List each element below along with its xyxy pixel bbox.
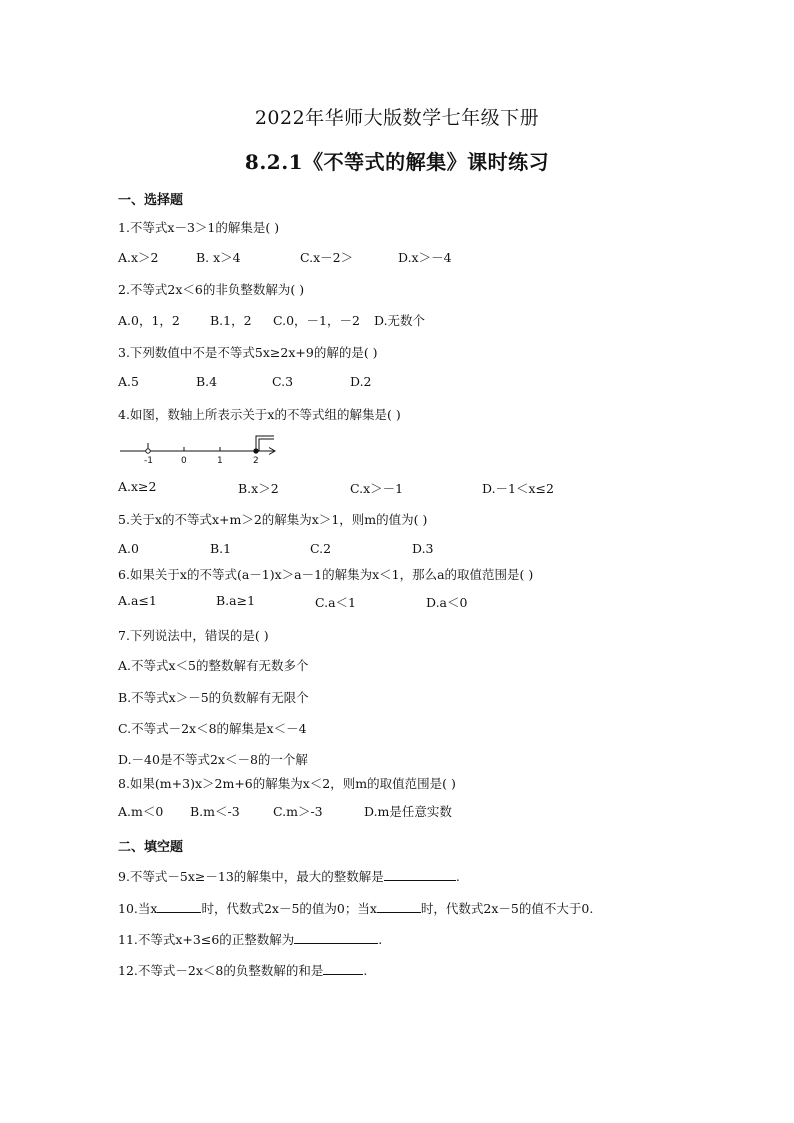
question-11-text: 11.不等式x+3≤6的正整数解为 xyxy=(118,932,295,947)
question-10 xyxy=(118,899,593,917)
option-d: D.a＜0 xyxy=(426,595,468,610)
option-c: C.2 xyxy=(310,541,332,556)
question-3-stem: 3.下列数值中不是不等式5x≥2x+9的解的是( ) xyxy=(118,345,378,360)
question-5-stem: 5.关于x的不等式x+m＞2的解集为x＞1，则m的值为( ) xyxy=(118,512,428,527)
tick-label: 1 xyxy=(217,456,223,466)
question-7-option-b: B.不等式x＞－5的负数解有无限个 xyxy=(118,690,309,705)
question-7-option-d: D.－40是不等式2x＜－8的一个解 xyxy=(118,752,308,767)
option-a: A.0，1，2 xyxy=(118,313,180,328)
section-heading-choice: 一、选择题 xyxy=(118,193,184,208)
option-b: B.a≥1 xyxy=(216,593,256,608)
answer-blank[interactable] xyxy=(384,868,456,881)
answer-blank[interactable] xyxy=(157,900,201,913)
option-b: B.1，2 xyxy=(210,313,252,328)
option-c: C.x＞－1 xyxy=(350,481,404,496)
question-2-stem: 2.不等式2x＜6的非负整数解为( ) xyxy=(118,282,305,297)
question-9 xyxy=(118,867,460,885)
answer-blank[interactable] xyxy=(323,962,363,975)
option-d: D.x＞－4 xyxy=(398,250,452,265)
option-d: D.2 xyxy=(350,374,372,389)
question-11-end: . xyxy=(378,932,383,947)
option-b: B.4 xyxy=(196,374,218,389)
option-b: B.1 xyxy=(210,541,232,556)
question-9-text: 9.不等式－5x≥－13的解集中，最大的整数解是 xyxy=(118,869,384,884)
option-d: D.m是任意实数 xyxy=(364,804,452,819)
option-b: B. x＞4 xyxy=(196,250,241,265)
option-a: A.x≥2 xyxy=(118,479,157,494)
option-c: C.m＞-3 xyxy=(273,804,323,819)
option-c: C.x－2＞ xyxy=(300,250,354,265)
answer-blank[interactable] xyxy=(294,931,378,944)
question-11 xyxy=(118,930,382,948)
question-10-text-3: 时，代数式2x－5的值不大于0. xyxy=(420,901,594,916)
option-a: A.x＞2 xyxy=(118,250,159,265)
option-a: A.m＜0 xyxy=(118,804,164,819)
option-b: B.m＜-3 xyxy=(190,804,240,819)
question-12-text: 12.不等式－2x＜8的负整数解的和是 xyxy=(118,963,324,978)
option-c: C.0，－1，－2 xyxy=(273,313,360,328)
tick-label: -1 xyxy=(144,456,153,466)
option-d: D.无数个 xyxy=(374,313,426,328)
document-subtitle: 8.2.1《不等式的解集》课时练习 xyxy=(244,150,550,174)
answer-blank[interactable] xyxy=(377,900,421,913)
option-a: A.a≤1 xyxy=(118,593,157,608)
number-line-figure xyxy=(118,430,283,466)
question-7-option-a: A.不等式x＜5的整数解有无数多个 xyxy=(118,658,309,673)
document-title: 2022年华师大版数学七年级下册 xyxy=(254,107,540,129)
question-4-stem: 4.如图，数轴上所表示关于x的不等式组的解集是( ) xyxy=(118,407,401,422)
question-12-end: . xyxy=(363,963,368,978)
option-d: D.－1＜x≤2 xyxy=(482,481,554,496)
section-heading-fill: 二、填空题 xyxy=(118,840,184,855)
question-7-stem: 7.下列说法中，错误的是( ) xyxy=(118,628,269,643)
tick-label: 2 xyxy=(253,456,259,466)
option-c: C.3 xyxy=(272,374,294,389)
option-d: D.3 xyxy=(412,541,434,556)
option-a: A.0 xyxy=(118,541,139,556)
option-a: A.5 xyxy=(118,374,139,389)
question-10-text-1: 10.当x xyxy=(118,901,158,916)
question-9-end: . xyxy=(455,869,460,884)
question-6-stem: 6.如果关于x的不等式(a－1)x＞a－1的解集为x＜1，那么a的取值范围是( ) xyxy=(118,567,534,582)
question-12 xyxy=(118,961,367,979)
tick-label: 0 xyxy=(181,456,187,466)
question-1-stem: 1.不等式x－3＞1的解集是( ) xyxy=(118,220,280,235)
question-10-text-2: 时，代数式2x－5的值为0；当x xyxy=(201,901,377,916)
question-7-option-c: C.不等式－2x＜8的解集是x＜－4 xyxy=(118,721,307,736)
option-c: C.a＜1 xyxy=(315,595,356,610)
option-b: B.x＞2 xyxy=(238,481,279,496)
question-8-stem: 8.如果(m+3)x＞2m+6的解集为x＜2，则m的取值范围是( ) xyxy=(118,776,456,791)
